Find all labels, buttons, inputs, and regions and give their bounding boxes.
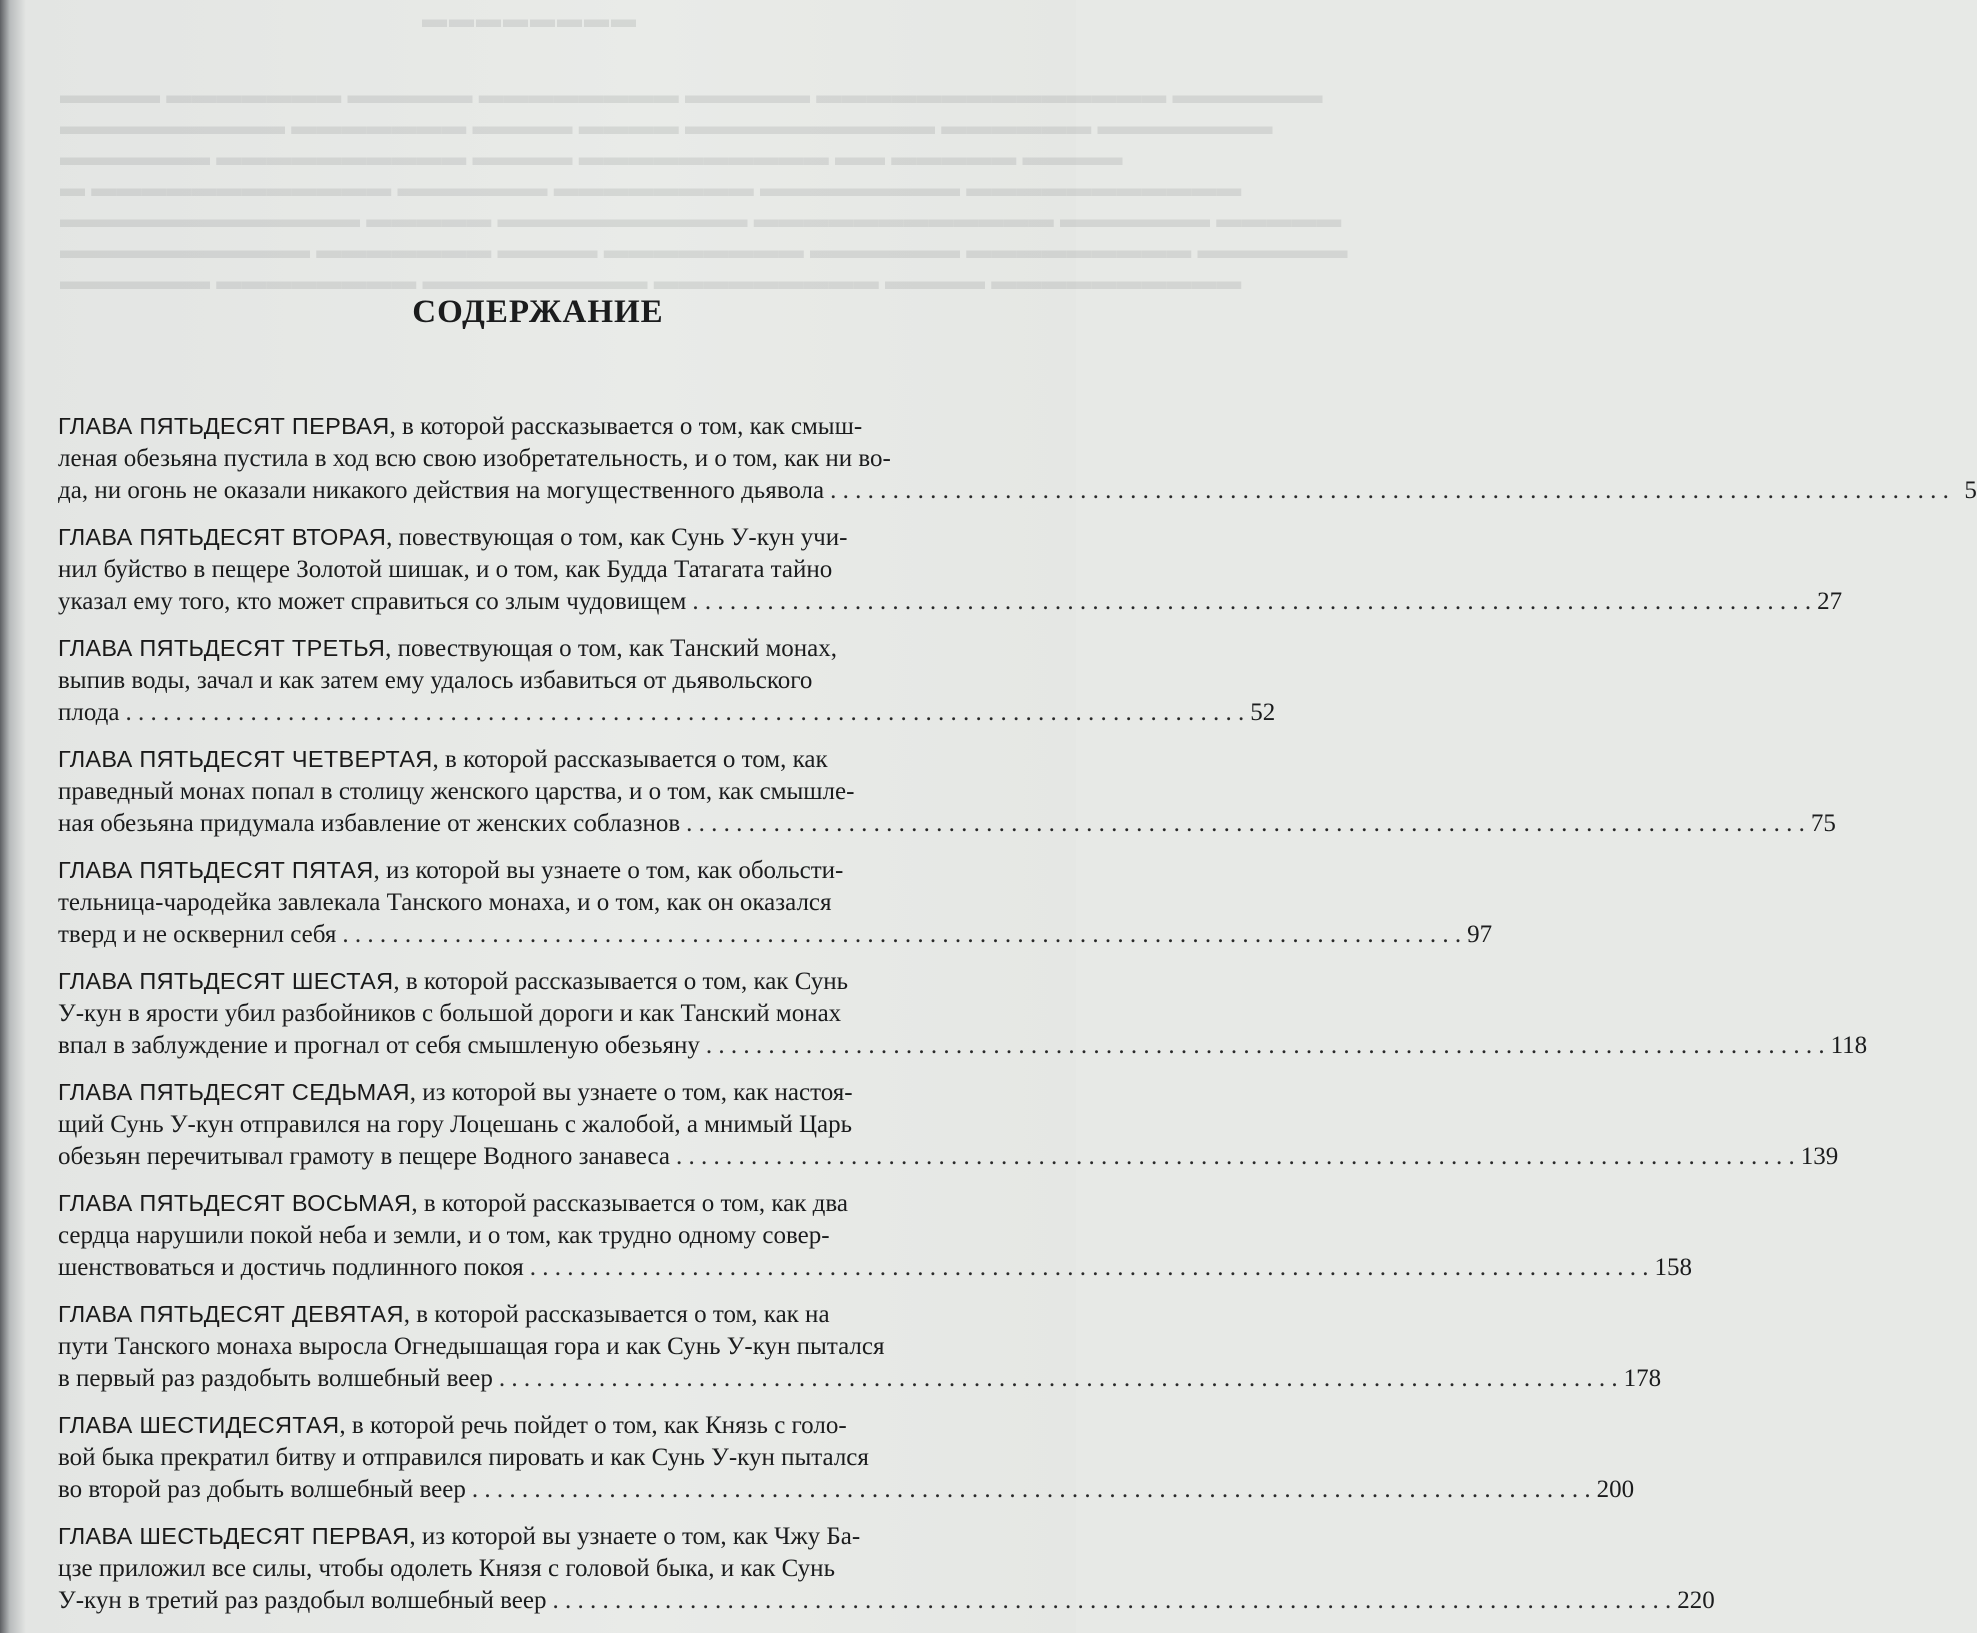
page-number: 200 — [1596, 1476, 1635, 1503]
toc-entry-52 — [58, 521, 1843, 617]
chapter-description-line: тельница-чародейка завлекала Танского монаха, и о том, как он оказался — [58, 889, 832, 916]
chapter-description: , в которой речь пойдет о том, как Князь с голо- — [339, 1412, 847, 1439]
chapter-description-line: выпив воды, зачал и как затем ему удалось избавиться от дьявольского — [58, 667, 813, 694]
toc-entry-59 — [58, 1298, 1662, 1394]
chapter-description-end: плода — [58, 699, 120, 726]
chapter-description-line: сердца нарушили покой неба и земли, и о том, как трудно одному совер- — [58, 1222, 830, 1249]
chapter-description-end: да, ни огонь не оказали никакого действия на могущественного дьявола — [58, 477, 825, 504]
toc-last-line — [58, 1363, 1662, 1395]
toc-last-line — [58, 1252, 1692, 1284]
page-number: 139 — [1800, 1143, 1839, 1170]
chapter-title: ГЛАВА ПЯТЬДЕСЯТ ВТОРАЯ — [58, 524, 387, 550]
chapter-description: , в которой рассказывается о том, как — [432, 746, 828, 773]
page-number: 97 — [1467, 921, 1493, 948]
toc-last-line — [58, 586, 1843, 618]
dot-leader — [125, 697, 1244, 729]
dot-leader — [499, 1363, 1618, 1395]
chapter-description: , из которой вы узнаете о том, как обольсти- — [373, 857, 844, 884]
toc-entry-56 — [58, 965, 1868, 1061]
toc-entry-57 — [58, 1076, 1839, 1172]
dot-leader — [830, 475, 1949, 507]
dot-leader — [706, 1030, 1825, 1062]
chapter-description-end: шенствоваться и достичь подлинного покоя — [58, 1254, 524, 1281]
toc-last-line — [58, 1474, 1635, 1506]
toc-entry-61 — [58, 1520, 1715, 1616]
chapter-description-end: обезьян перечитывал грамоту в пещере Водного занавеса — [58, 1143, 670, 1170]
toc-last-line — [58, 475, 1977, 507]
chapter-description-end: впал в заблуждение и прогнал от себя смышленую обезьяну — [58, 1032, 700, 1059]
toc-entry-51 — [58, 410, 1977, 506]
chapter-description-line: леная обезьяна пустила в ход всю свою изобретательность, и о том, как ни во- — [58, 445, 891, 472]
chapter-description-line: пути Танского монаха выросла Огнедышащая гора и как Сунь У-кун пытался — [58, 1333, 885, 1360]
chapter-description-line: нил буйство в пещере Золотой шишак, и о том, как Будда Татагата тайно — [58, 556, 833, 583]
chapter-description-end: ная обезьяна придумала избавление от женских соблазнов — [58, 810, 681, 837]
bleed-through-text: ▬▬▬▬ ▬▬▬▬▬▬▬ ▬▬▬▬▬ ▬▬▬▬▬▬▬▬ ▬▬▬▬▬ ▬▬▬▬▬▬▬▬▬▬▬▬▬▬ ▬▬▬▬▬▬ ▬▬▬▬▬▬▬▬▬ ▬▬▬▬▬▬▬ ▬▬▬▬ ▬▬▬▬ ▬▬▬▬▬▬▬▬▬▬ ▬▬▬▬▬▬ ▬▬▬▬▬▬▬ ▬▬▬▬▬▬ ▬▬▬▬▬▬▬▬▬▬ ▬▬▬▬ ▬▬▬▬▬▬▬▬▬▬ ▬▬ ▬▬▬▬▬ ▬▬▬▬ ▬ ▬▬▬▬▬▬▬▬▬▬▬▬ ▬▬▬▬▬▬ ▬▬▬▬▬▬▬▬ ▬▬▬▬▬▬▬▬ ▬▬▬▬▬▬▬▬▬▬▬ ▬▬▬▬▬▬▬▬▬▬▬▬ ▬▬▬▬▬ ▬▬▬▬▬▬▬▬▬▬ ▬▬▬▬▬▬▬▬▬▬▬▬ ▬▬▬▬▬▬ ▬▬▬▬▬ ▬▬▬▬▬▬▬▬▬▬ ▬▬▬▬▬▬▬ ▬▬▬▬ ▬▬▬▬▬▬▬▬ ▬▬▬▬▬▬ ▬▬▬▬▬▬▬▬▬ ▬▬▬▬▬▬ ▬▬▬▬▬▬ ▬▬▬▬▬▬▬▬ ▬▬▬▬▬▬▬▬▬ ▬▬▬▬▬▬▬▬▬ ▬▬▬▬ ▬▬▬▬▬▬▬▬▬▬ — [60, 82, 1348, 295]
page-number: 178 — [1623, 1365, 1662, 1392]
toc-last-line — [58, 1585, 1715, 1617]
chapter-title: ГЛАВА ШЕСТЬДЕСЯТ ПЕРВАЯ — [58, 1523, 410, 1549]
toc-last-line — [58, 697, 1276, 729]
chapter-description: , в которой рассказывается о том, как два — [411, 1190, 848, 1217]
chapter-description: , из которой вы узнаете о том, как Чжу Ба- — [409, 1523, 861, 1550]
chapter-title: ГЛАВА ПЯТЬДЕСЯТ ДЕВЯТАЯ — [58, 1301, 404, 1327]
page-number: 220 — [1677, 1587, 1715, 1614]
dot-leader — [472, 1474, 1591, 1506]
chapter-description-end: тверд и не осквернил себя — [58, 921, 337, 948]
chapter-title: ГЛАВА ПЯТЬДЕСЯТ ЧЕТВЕРТАЯ — [58, 746, 433, 772]
chapter-description: , в которой рассказывается о том, как Сунь — [393, 968, 849, 995]
chapter-description-line: вой быка прекратил битву и отправился пировать и как Сунь У-кун пытался — [58, 1444, 869, 1471]
toc-last-line — [58, 1030, 1868, 1062]
chapter-title: ГЛАВА ПЯТЬДЕСЯТ ШЕСТАЯ — [58, 968, 394, 994]
chapter-title: ГЛАВА ПЯТЬДЕСЯТ СЕДЬМАЯ — [58, 1079, 410, 1105]
chapter-description-end: У-кун в третий раз раздобыл волшебный веер — [58, 1587, 547, 1614]
toc-last-line — [58, 808, 1836, 840]
chapter-description: , в которой рассказывается о том, как смыш- — [389, 413, 863, 440]
dot-leader — [686, 808, 1805, 840]
dot-leader — [692, 586, 1811, 618]
toc-last-line — [58, 1141, 1839, 1173]
dot-leader — [342, 919, 1461, 951]
page-number: 75 — [1810, 810, 1836, 837]
chapter-description-line: праведный монах попал в столицу женского царства, и о том, как смышле- — [58, 778, 855, 805]
chapter-title: ГЛАВА ПЯТЬДЕСЯТ ТРЕТЬЯ — [58, 635, 386, 661]
dot-leader — [530, 1252, 1649, 1284]
chapter-title: ГЛАВА ПЯТЬДЕСЯТ ВОСЬМАЯ — [58, 1190, 412, 1216]
toc-last-line — [58, 919, 1493, 951]
dot-leader — [552, 1585, 1671, 1617]
chapter-title: ГЛАВА ШЕСТИДЕСЯТАЯ — [58, 1412, 340, 1438]
chapter-description-line: У-кун в ярости убил разбойников с большой дороги и как Танский монах — [58, 1000, 842, 1027]
toc-entry-60 — [58, 1409, 1635, 1505]
page-number: 52 — [1250, 699, 1276, 726]
chapter-description: , из которой вы узнаете о том, как настоя- — [409, 1079, 853, 1106]
toc-entry-55 — [58, 854, 1493, 950]
toc-entry-53 — [58, 632, 1276, 728]
toc-entry-58 — [58, 1187, 1692, 1283]
chapter-description: , повествующая о том, как Сунь У-кун учи- — [386, 524, 848, 551]
chapter-description: , в которой рассказывается о том, как на — [403, 1301, 830, 1328]
bleed-through-header: ▬▬▬▬▬▬▬▬ — [422, 6, 638, 33]
page-number: 5 — [1964, 477, 1977, 504]
page-title: СОДЕРЖАНИЕ — [412, 294, 664, 330]
chapter-title: ГЛАВА ПЯТЬДЕСЯТ ПЕРВАЯ — [58, 413, 390, 439]
page-number: 27 — [1817, 588, 1843, 615]
chapter-description-line: цзе приложил все силы, чтобы одолеть Князя с головой быка, и как Сунь — [58, 1555, 835, 1582]
chapter-title: ГЛАВА ПЯТЬДЕСЯТ ПЯТАЯ — [58, 857, 374, 883]
page-number: 158 — [1654, 1254, 1692, 1281]
chapter-description-end: указал ему того, кто может справиться со злым чудовищем — [58, 588, 687, 615]
chapter-description-end: во второй раз добыть волшебный веер — [58, 1476, 466, 1503]
dot-leader — [676, 1141, 1795, 1173]
chapter-description-line: щий Сунь У-кун отправился на гору Лоцешань с жалобой, а мнимый Царь — [58, 1111, 853, 1138]
chapter-description-end: в первый раз раздобыть волшебный веер — [58, 1365, 493, 1392]
page-number: 118 — [1830, 1032, 1868, 1059]
table-of-contents — [58, 410, 1977, 1631]
toc-entry-54 — [58, 743, 1836, 839]
chapter-description: , повествующая о том, как Танский монах, — [385, 635, 838, 662]
